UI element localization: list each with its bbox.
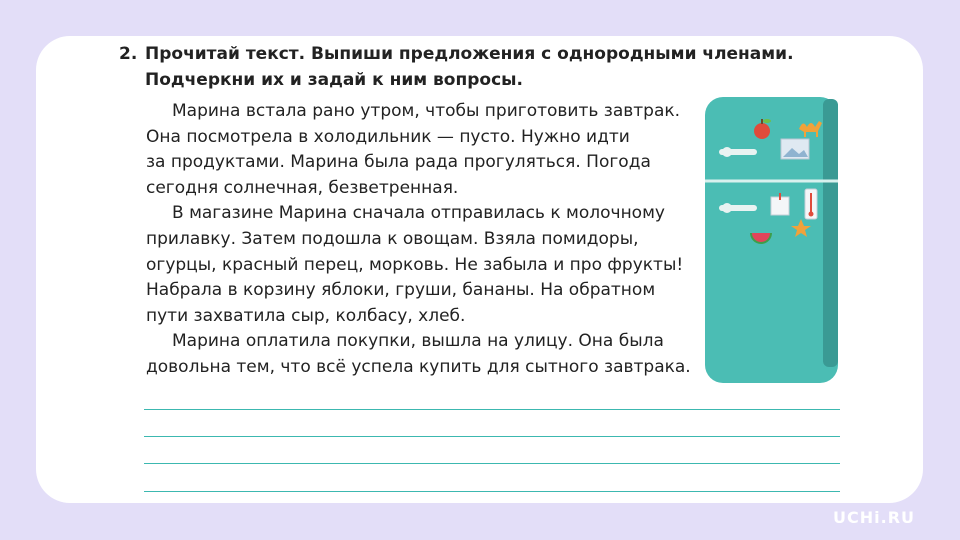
fridge-icon [705, 97, 840, 384]
text-line: огурцы, красный перец, морковь. Не забыла и про фрукты! [146, 254, 684, 275]
text-line: прилавку. Затем подошла к овощам. Взяла помидоры, [146, 228, 639, 249]
task-number: 2. [119, 44, 138, 64]
text-line: довольна тем, что всё успела купить для сытного завтрака. [146, 356, 691, 377]
text-line: за продуктами. Марина была рада прогуляться. Погода [146, 152, 651, 173]
text-line: Она посмотрела в холодильник — пусто. Нужно идти [146, 126, 630, 147]
answer-line [144, 409, 840, 410]
task-line-2: Подчеркни их и задай к ним вопросы. [145, 70, 523, 90]
reading-text [146, 99, 691, 381]
uchi-logo: UCHi.RU [833, 508, 915, 527]
answer-line [144, 436, 840, 437]
answer-line [144, 463, 840, 464]
text-line: Набрала в корзину яблоки, груши, бананы. На обратном [146, 280, 656, 301]
text-line: Марина оплатила покупки, вышла на улицу. Она была [172, 331, 664, 352]
text-line: сегодня солнечная, безветренная. [146, 177, 459, 198]
fridge-side [823, 99, 838, 367]
photo-magnet-icon [781, 139, 809, 159]
text-line: Марина встала рано утром, чтобы приготовить завтрак. [172, 101, 681, 121]
answer-line [144, 491, 840, 492]
text-line: пути захватила сыр, колбасу, хлеб. [146, 305, 466, 326]
task-heading [119, 41, 794, 93]
task-line-1: Прочитай текст. Выпиши предложения с однородными членами. [145, 44, 794, 64]
text-line: В магазине Марина сначала отправилась к молочному [172, 203, 665, 224]
fridge-body [705, 97, 838, 383]
thermometer-magnet-icon [805, 189, 817, 219]
